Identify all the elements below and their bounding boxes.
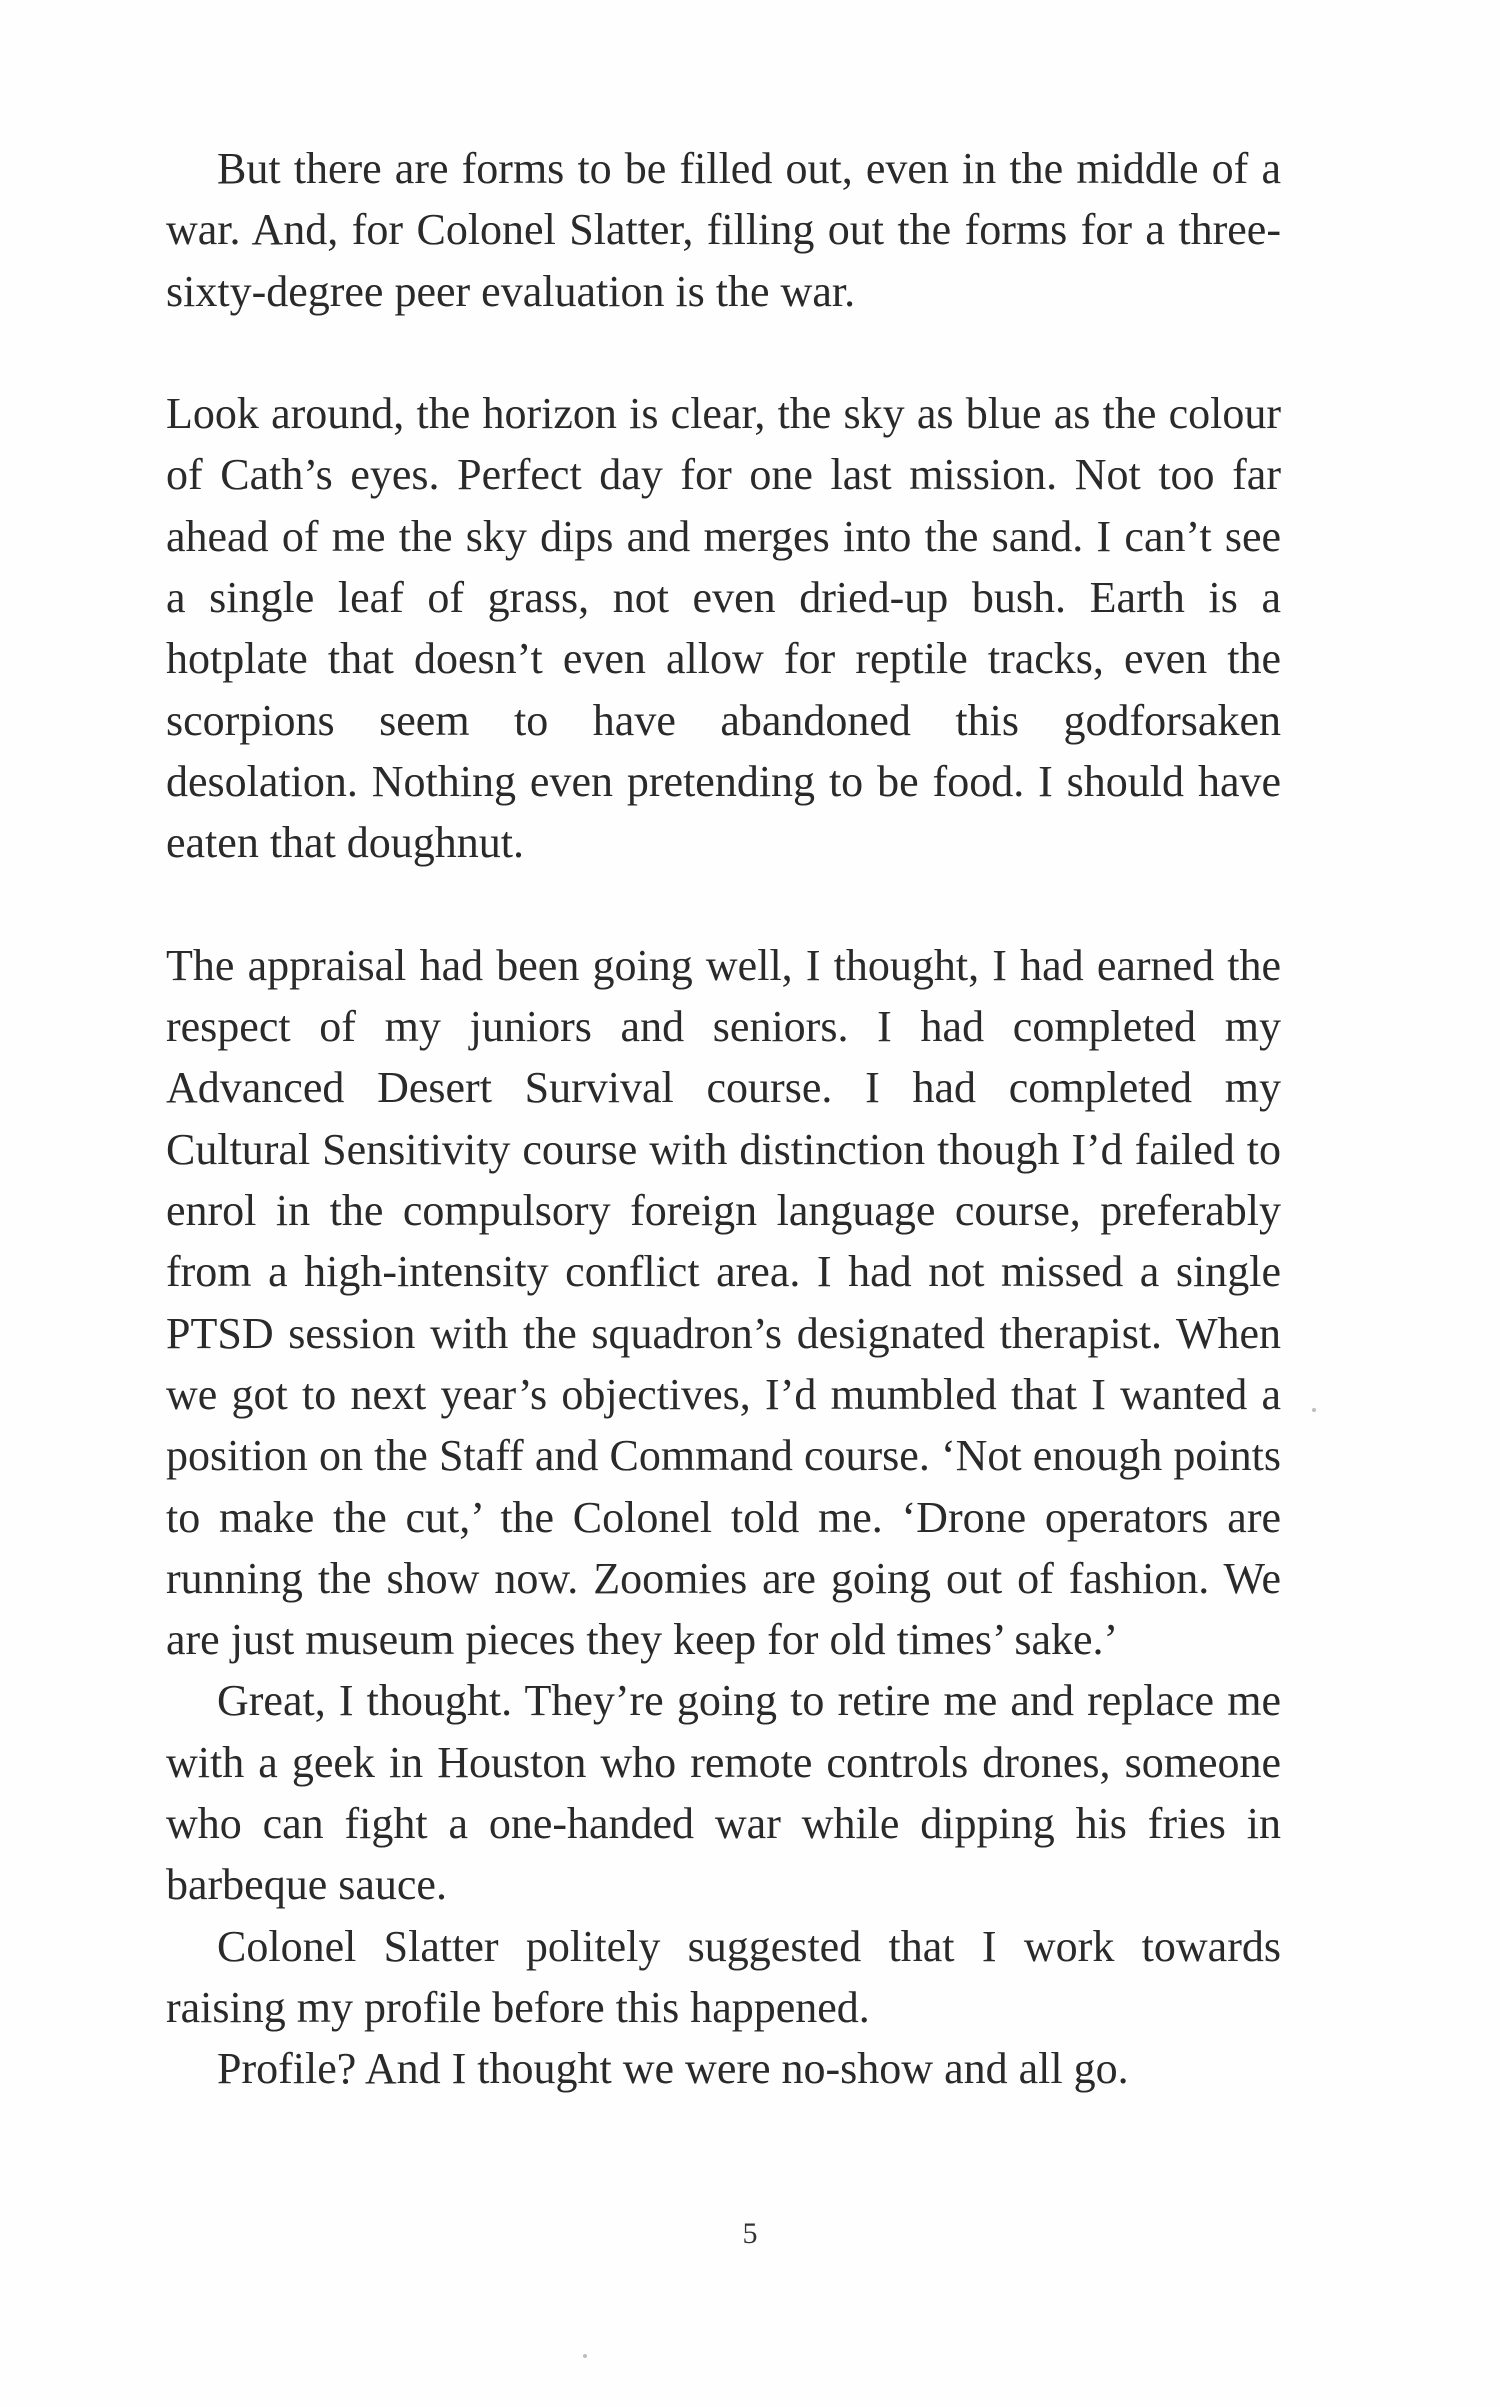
paragraph-horizon: Look around, the horizon is clear, the sky as blue as the colour of Cath’s eyes. Perfect day for one last mission. Not too far ahead of me the sky dips and merges into the sand. I can’t see a single leaf of grass, not even dried-up bush. Earth is a hotplate that doesn’t even allow for reptile tracks, even the scorpions seem to have abandoned this godforsaken desolation. Nothing even pretending to be food. I should have eaten that doughnut. <box>166 389 1281 868</box>
paragraph-profile-suggestion: Colonel Slatter politely suggested that I work towards raising my profile before this happened. <box>166 1921 1281 2032</box>
page-number: 5 <box>742 2217 758 2250</box>
scan-speck <box>583 2354 587 2358</box>
paragraph-retire: Great, I thought. They’re going to retire me and replace me with a geek in Houston who remote controls drones, someone who can fight a one-handed war while dipping his fries in barbeque sauce. <box>166 1676 1281 1910</box>
paragraph-forms: But there are forms to be filled out, even in the middle of a war. And, for Colonel Slatter, filling out the forms for a three-sixty-degree peer evaluation is the war. <box>166 144 1281 316</box>
body-text <box>166 138 1281 2100</box>
paragraph-appraisal: The appraisal had been going well, I thought, I had earned the respect of my juniors and seniors. I had completed my Advanced Desert Survival course. I had completed my Cultural Sensitivity course with distinction though I’d failed to enrol in the compulsory foreign language course, preferably from a high-intensity conflict area. I had not missed a single PTSD session with the squadron’s designated therapist. When we got to next year’s objectives, I’d mumbled that I wanted a position on the Staff and Command course. ‘Not enough points to make the cut,’ the Colonel told me. ‘Drone operators are running the show now. Zoomies are going out of fashion. We are just museum pieces they keep for old times’ sake.’ <box>166 940 1281 1665</box>
scan-speck <box>1312 1408 1316 1412</box>
paragraph-profile-question: Profile? And I thought we were no-show and all go. <box>217 2044 1129 2094</box>
